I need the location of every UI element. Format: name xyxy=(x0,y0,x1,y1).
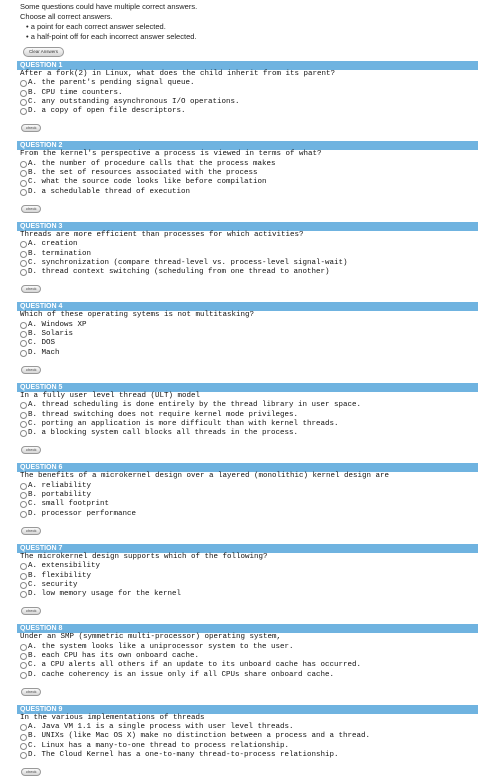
answer-option-label: B. termination xyxy=(28,249,92,258)
radio-button[interactable] xyxy=(20,161,27,168)
radio-button[interactable] xyxy=(20,644,27,651)
question-list xyxy=(17,61,478,778)
instructions xyxy=(0,0,478,57)
question-text: In the various implementations of threads xyxy=(20,713,205,722)
question-block xyxy=(17,705,478,778)
answer-option[interactable] xyxy=(17,160,478,169)
radio-button[interactable] xyxy=(20,421,27,428)
answer-option[interactable] xyxy=(17,590,478,599)
radio-button[interactable] xyxy=(20,189,27,196)
radio-button[interactable] xyxy=(20,734,27,741)
answer-option[interactable] xyxy=(17,98,478,107)
radio-button[interactable] xyxy=(20,331,27,338)
answer-option[interactable] xyxy=(17,652,478,661)
answer-option-label: A. the parent's pending signal queue. xyxy=(28,79,195,88)
answer-option-label: C. DOS xyxy=(28,339,56,348)
question-header: QUESTION 4 xyxy=(17,302,478,311)
check-answer-button[interactable]: check xyxy=(21,124,41,132)
radio-button[interactable] xyxy=(20,80,27,87)
question-header: QUESTION 6 xyxy=(17,463,478,472)
question-block xyxy=(17,141,478,214)
answer-option-label: D. thread context switching (scheduling from one thread to another) xyxy=(28,268,330,277)
question-header: QUESTION 8 xyxy=(17,624,478,633)
radio-button[interactable] xyxy=(20,269,27,276)
answer-option-label: A. Java VM 1.1 is a single process with user level threads. xyxy=(28,723,294,732)
answer-option-label: D. low memory usage for the kernel xyxy=(28,590,182,599)
radio-button[interactable] xyxy=(20,483,27,490)
clear-answers-button[interactable]: Clear Answers xyxy=(23,47,64,57)
answer-option-label: C. Linux has a many-to-one thread to process relationship. xyxy=(28,741,290,750)
answer-option-label: D. cache coherency is an issue only if all CPUs share onboard cache. xyxy=(28,670,335,679)
answer-option-label: A. reliability xyxy=(28,481,92,490)
answer-option-label: C. porting an application is more difficult than with kernel threads. xyxy=(28,419,339,428)
answer-option[interactable] xyxy=(17,429,478,438)
answer-option-label: A. Windows XP xyxy=(28,320,87,329)
question-text: The microkernel design supports which of the following? xyxy=(20,552,268,561)
answer-option[interactable] xyxy=(17,349,478,358)
answer-option[interactable] xyxy=(17,411,478,420)
question-text: Threads are more efficient than processes for which activities? xyxy=(20,230,304,239)
radio-button[interactable] xyxy=(20,322,27,329)
question-text: In a fully user level thread (ULT) model xyxy=(20,391,201,400)
radio-button[interactable] xyxy=(20,752,27,759)
check-answer-button[interactable]: check xyxy=(21,607,41,615)
radio-button[interactable] xyxy=(20,582,27,589)
radio-button[interactable] xyxy=(20,511,27,518)
answer-option-label: D. The Cloud Kernel has a one-to-many thread-to-process relationship. xyxy=(28,751,339,760)
answer-option-label: C. what the source code looks like before compilation xyxy=(28,178,267,187)
answer-option-label: C. any outstanding asynchronous I/O operations. xyxy=(28,97,240,106)
question-header: QUESTION 9 xyxy=(17,705,478,714)
answer-option[interactable] xyxy=(17,79,478,88)
radio-button[interactable] xyxy=(20,672,27,679)
radio-button[interactable] xyxy=(20,591,27,598)
radio-button[interactable] xyxy=(20,412,27,419)
question-block xyxy=(17,61,478,134)
radio-button[interactable] xyxy=(20,350,27,357)
answer-option[interactable] xyxy=(17,188,478,197)
answer-option-label: A. thread scheduling is done entirely by the thread library in user space. xyxy=(28,401,362,410)
answer-option-label: D. processor performance xyxy=(28,509,137,518)
instructions-bullet-1: • a point for each correct answer selected. xyxy=(26,22,166,31)
answer-option[interactable] xyxy=(17,732,478,741)
answer-option-label: C. a CPU alerts all others if an update to its unboard cache has occurred. xyxy=(28,661,362,670)
check-answer-button[interactable]: check xyxy=(21,366,41,374)
radio-button[interactable] xyxy=(20,501,27,508)
answer-option[interactable] xyxy=(17,259,478,268)
radio-button[interactable] xyxy=(20,662,27,669)
answer-option-label: A. creation xyxy=(28,240,78,249)
answer-option[interactable] xyxy=(17,330,478,339)
question-header: QUESTION 3 xyxy=(17,222,478,231)
radio-button[interactable] xyxy=(20,90,27,97)
answer-option[interactable] xyxy=(17,491,478,500)
check-answer-button[interactable]: check xyxy=(21,768,41,776)
answer-option[interactable] xyxy=(17,661,478,670)
answer-option[interactable] xyxy=(17,420,478,429)
question-block xyxy=(17,302,478,375)
radio-button[interactable] xyxy=(20,170,27,177)
answer-option[interactable] xyxy=(17,581,478,590)
question-block xyxy=(17,544,478,617)
answer-option-label: B. the set of resources associated with the process xyxy=(28,169,258,178)
answer-option[interactable] xyxy=(17,751,478,760)
answer-option[interactable] xyxy=(17,482,478,491)
question-block xyxy=(17,222,478,295)
answer-option[interactable] xyxy=(17,723,478,732)
question-header: QUESTION 2 xyxy=(17,141,478,150)
instructions-bullet-2: • a half-point off for each incorrect answer selected. xyxy=(26,32,197,41)
check-answer-button[interactable]: check xyxy=(21,446,41,454)
radio-button[interactable] xyxy=(20,430,27,437)
answer-option[interactable] xyxy=(17,169,478,178)
instructions-line-1: Some questions could have multiple correct answers. xyxy=(20,2,198,11)
answer-option[interactable] xyxy=(17,240,478,249)
question-block xyxy=(17,624,478,697)
answer-option[interactable] xyxy=(17,339,478,348)
radio-button[interactable] xyxy=(20,563,27,570)
answer-option-label: A. extensibility xyxy=(28,562,101,571)
answer-option[interactable] xyxy=(17,321,478,330)
answer-option[interactable] xyxy=(17,401,478,410)
answer-option[interactable] xyxy=(17,562,478,571)
question-text: From the kernel's perspective a process is viewed in terms of what? xyxy=(20,150,322,159)
check-answer-button[interactable]: check xyxy=(21,205,41,213)
question-header: QUESTION 5 xyxy=(17,383,478,392)
answer-option[interactable] xyxy=(17,268,478,277)
question-text: Which of these operating sytems is not multitasking? xyxy=(20,311,255,320)
question-block xyxy=(17,383,478,456)
answer-option-label: C. small footprint xyxy=(28,500,110,509)
answer-option[interactable] xyxy=(17,643,478,652)
radio-button[interactable] xyxy=(20,241,27,248)
answer-option[interactable] xyxy=(17,671,478,680)
answer-option[interactable] xyxy=(17,510,478,519)
answer-option[interactable] xyxy=(17,178,478,187)
check-answer-button[interactable]: check xyxy=(21,688,41,696)
check-answer-button[interactable]: check xyxy=(21,285,41,293)
answer-option-label: B. UNIXs (like Mac OS X) make no distinction between a process and a thread. xyxy=(28,732,371,741)
answer-option[interactable] xyxy=(17,500,478,509)
answer-option-label: C. synchronization (compare thread-level vs. process-level signal-wait) xyxy=(28,258,348,267)
radio-button[interactable] xyxy=(20,743,27,750)
answer-option-label: B. Solaris xyxy=(28,330,74,339)
radio-button[interactable] xyxy=(20,260,27,267)
answer-option-label: B. portability xyxy=(28,491,92,500)
radio-button[interactable] xyxy=(20,251,27,258)
answer-option-label: B. flexibility xyxy=(28,571,92,580)
answer-option-label: D. a copy of open file descriptors. xyxy=(28,107,186,116)
radio-button[interactable] xyxy=(20,180,27,187)
answer-option-label: D. a schedulable thread of execution xyxy=(28,187,191,196)
question-header: QUESTION 7 xyxy=(17,544,478,553)
radio-button[interactable] xyxy=(20,99,27,106)
answer-option[interactable] xyxy=(17,107,478,116)
answer-option[interactable] xyxy=(17,742,478,751)
question-text: Under an SMP (symmetric multi-processor) operating system, xyxy=(20,633,282,642)
answer-option-label: B. each CPU has its own onboard cache. xyxy=(28,651,200,660)
answer-option-label: C. security xyxy=(28,580,78,589)
answer-option-label: D. Mach xyxy=(28,348,60,357)
answer-option-label: B. thread switching does not require kernel mode privileges. xyxy=(28,410,299,419)
answer-option[interactable] xyxy=(17,89,478,98)
radio-button[interactable] xyxy=(20,573,27,580)
radio-button[interactable] xyxy=(20,340,27,347)
answer-option-label: A. the number of procedure calls that the process makes xyxy=(28,159,276,168)
question-header: QUESTION 1 xyxy=(17,61,478,70)
answer-option-label: A. the system looks like a uniprocessor system to the user. xyxy=(28,642,294,651)
instructions-line-2: Choose all correct answers. xyxy=(20,12,113,21)
question-block xyxy=(17,463,478,536)
answer-option[interactable] xyxy=(17,572,478,581)
radio-button[interactable] xyxy=(20,492,27,499)
question-text: After a fork(2) in Linux, what does the child inherit from its parent? xyxy=(20,70,336,78)
radio-button[interactable] xyxy=(20,402,27,409)
radio-button[interactable] xyxy=(20,724,27,731)
question-text: The benefits of a microkernel design over a layered (monolithic) kernel design are xyxy=(20,472,390,481)
answer-option-label: D. a blocking system call blocks all threads in the process. xyxy=(28,429,299,438)
check-answer-button[interactable]: check xyxy=(21,527,41,535)
radio-button[interactable] xyxy=(20,653,27,660)
radio-button[interactable] xyxy=(20,108,27,115)
answer-option[interactable] xyxy=(17,250,478,259)
answer-option-label: B. CPU time counters. xyxy=(28,88,123,97)
